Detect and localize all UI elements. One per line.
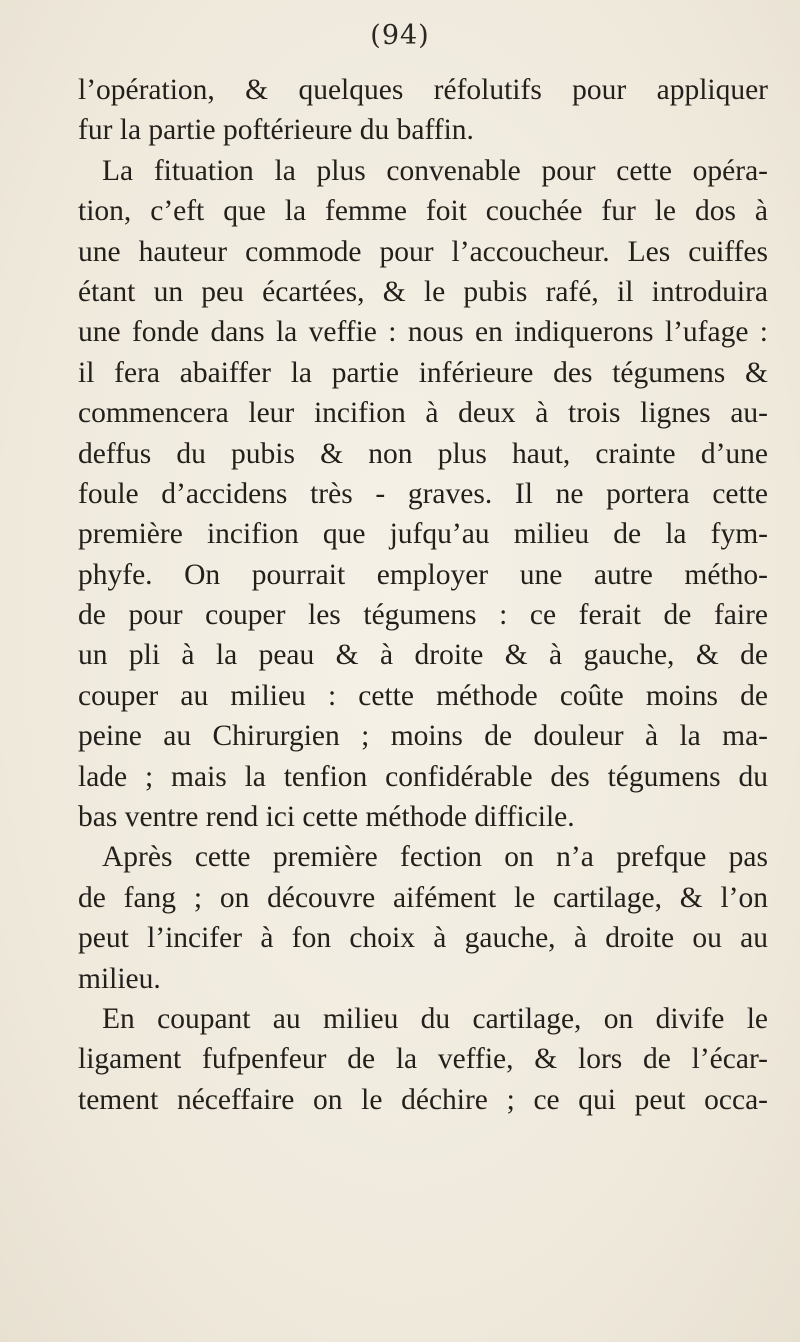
- text-line: un pli à la peau & à droite & à gauche, & de: [78, 639, 768, 672]
- text-line: première incifion que jufqu’au milieu de la fym-: [78, 518, 768, 551]
- text-line: deffus du pubis & non plus haut, crainte d’une: [78, 437, 768, 470]
- text-line: peut l’incifer à fon choix à gauche, à droite ou au: [78, 922, 768, 955]
- text-line: milieu.: [78, 962, 161, 995]
- text-line: commencera leur incifion à deux à trois lignes au-: [78, 397, 768, 430]
- page-number: (94): [370, 20, 430, 51]
- paragraph-start-line: En coupant au milieu du cartilage, on divife le: [102, 1002, 768, 1035]
- text-line: une hauteur commode pour l’accoucheur. Les cuiffes: [78, 235, 768, 268]
- text-line: lade ; mais la tenfion confidérable des tégumens du: [78, 760, 768, 793]
- text-line: bas ventre rend ici cette méthode difficile.: [78, 801, 575, 834]
- text-line: tement néceffaire on le déchire ; ce qui peut occa-: [78, 1083, 768, 1116]
- text-line: de pour couper les tégumens : ce ferait de faire: [78, 599, 768, 632]
- text-line: ligament fufpenfeur de la veffie, & lors de l’écar-: [78, 1043, 768, 1076]
- text-line: tion, c’eft que la femme foit couchée fur le dos à: [78, 195, 768, 228]
- text-line: étant un peu écartées, & le pubis rafé, il introduira: [78, 275, 768, 308]
- text-line: de fang ; on découvre aifément le cartilage, & l’on: [78, 881, 768, 914]
- text-line: phyfe. On pourrait employer une autre métho-: [78, 558, 768, 591]
- text-line: foule d’accidens très - graves. Il ne portera cette: [78, 477, 768, 510]
- text-line: l’opération, & quelques réfolutifs pour appliquer: [78, 74, 768, 106]
- text-line: une fonde dans la veffie : nous en indiquerons l’ufage :: [78, 316, 768, 349]
- text-line: il fera abaiffer la partie inférieure des tégumens &: [78, 356, 768, 389]
- text-line: couper au milieu : cette méthode coûte moins de: [78, 679, 768, 712]
- text-line: fur la partie poftérieure du baffin.: [78, 114, 474, 147]
- body-text: [78, 70, 768, 1120]
- text-line: peine au Chirurgien ; moins de douleur à la ma-: [78, 720, 768, 753]
- paragraph-start-line: La fituation la plus convenable pour cette opéra-: [102, 154, 768, 187]
- paragraph-start-line: Après cette première fection on n’a prefque pas: [102, 841, 768, 874]
